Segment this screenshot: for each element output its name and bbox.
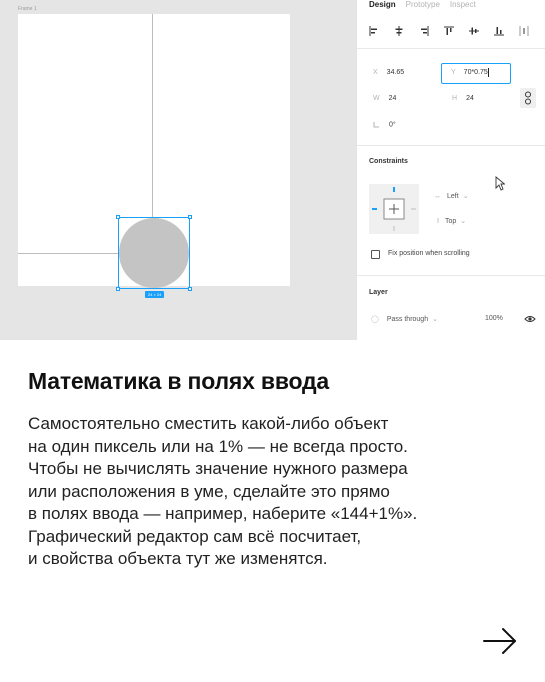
constraints-diagram-icon — [369, 184, 419, 234]
tab-prototype[interactable]: Prototype — [405, 0, 440, 9]
horizontal-constraint-icon: ↔ — [434, 193, 441, 200]
x-value: 34.65 — [386, 69, 405, 76]
divider — [357, 275, 545, 276]
x-field[interactable] — [373, 69, 404, 76]
align-bottom-icon[interactable] — [494, 26, 504, 36]
h-label: H — [452, 95, 458, 102]
editor-screenshot — [0, 0, 545, 340]
panel-tabs — [369, 0, 476, 9]
vertical-constraint-icon: I — [437, 218, 439, 225]
constraint-horizontal-value: Left — [447, 193, 459, 200]
align-horizontal-center-icon[interactable] — [394, 26, 404, 36]
resize-handle-top-left[interactable] — [116, 215, 120, 219]
w-value: 24 — [388, 95, 397, 102]
eye-icon[interactable] — [524, 315, 536, 323]
distribute-icon[interactable] — [519, 26, 529, 36]
frame-label[interactable]: Frame 1 — [18, 6, 37, 12]
align-toolbar — [369, 26, 529, 36]
rotation-value: 0° — [389, 121, 396, 129]
opacity-value: 100% — [485, 315, 503, 322]
body-line: на один пиксель или на 1% — не всегда просто. — [28, 436, 408, 456]
selection-box[interactable] — [118, 217, 190, 289]
constraints-widget[interactable] — [369, 184, 419, 234]
size-chip: 24 × 24 — [145, 291, 164, 298]
resize-handle-top-right[interactable] — [188, 215, 192, 219]
text-caret — [488, 68, 489, 77]
properties-panel — [356, 0, 545, 340]
body-line: Графический редактор сам всё посчитает, — [28, 526, 362, 546]
h-value: 24 — [466, 95, 474, 102]
blend-mode-icon: ◯ — [371, 316, 379, 323]
tab-inspect[interactable]: Inspect — [449, 0, 476, 9]
mouse-cursor-icon — [495, 176, 505, 191]
w-label: W — [373, 95, 380, 102]
rotation-field[interactable] — [373, 121, 396, 128]
opacity-field[interactable] — [485, 315, 503, 322]
constrain-proportions-button[interactable] — [520, 88, 536, 108]
blend-mode-dropdown[interactable] — [371, 315, 438, 323]
article-body — [28, 413, 528, 571]
body-line: Самостоятельно сместить какой-либо объект — [28, 414, 389, 433]
chevron-down-icon: ⌄ — [432, 316, 438, 323]
align-top-icon[interactable] — [444, 26, 454, 36]
body-line: или расположения в уме, сделайте это прямо — [28, 481, 390, 501]
resize-handle-bottom-right[interactable] — [188, 287, 192, 291]
divider — [357, 145, 545, 146]
y-label: Y — [451, 69, 456, 76]
h-field[interactable] — [452, 95, 474, 102]
align-right-icon[interactable] — [419, 26, 429, 36]
constraint-vertical-value: Top — [444, 218, 457, 225]
body-line: и свойства объекта тут же изменятся. — [28, 549, 328, 568]
layout-guide-horizontal — [18, 253, 118, 254]
body-line: в полях ввода — например, наберите «144+1%». — [28, 504, 418, 523]
design-canvas[interactable] — [0, 0, 356, 340]
constrain-proportions-icon — [520, 88, 536, 108]
layer-title: Layer — [369, 289, 388, 296]
layout-guide-vertical — [152, 14, 153, 224]
fix-position-label: Fix position when scrolling — [388, 250, 470, 257]
constraint-vertical-dropdown[interactable] — [437, 217, 466, 225]
chevron-down-icon: ⌄ — [460, 218, 467, 225]
constraints-title: Constraints — [369, 158, 408, 165]
chevron-down-icon: ⌄ — [462, 193, 469, 200]
blend-mode-value: Pass through — [386, 316, 429, 323]
x-label: X — [373, 69, 378, 76]
fix-position-checkbox[interactable] — [371, 250, 380, 259]
constraint-horizontal-dropdown[interactable] — [434, 192, 469, 200]
arrow-right-icon[interactable] — [482, 626, 518, 656]
resize-handle-bottom-left[interactable] — [116, 287, 120, 291]
w-field[interactable] — [373, 95, 396, 102]
body-line: Чтобы не вычислять значение нужного размера — [28, 459, 408, 478]
tab-design[interactable]: Design — [369, 0, 396, 9]
y-field[interactable] — [441, 63, 511, 84]
divider — [357, 48, 545, 49]
align-vertical-center-icon[interactable] — [469, 26, 479, 36]
rotation-icon — [373, 121, 380, 128]
article-heading: Математика в полях ввода — [28, 368, 330, 394]
y-value: 70*0.75 — [463, 69, 488, 76]
align-left-icon[interactable] — [369, 26, 379, 36]
